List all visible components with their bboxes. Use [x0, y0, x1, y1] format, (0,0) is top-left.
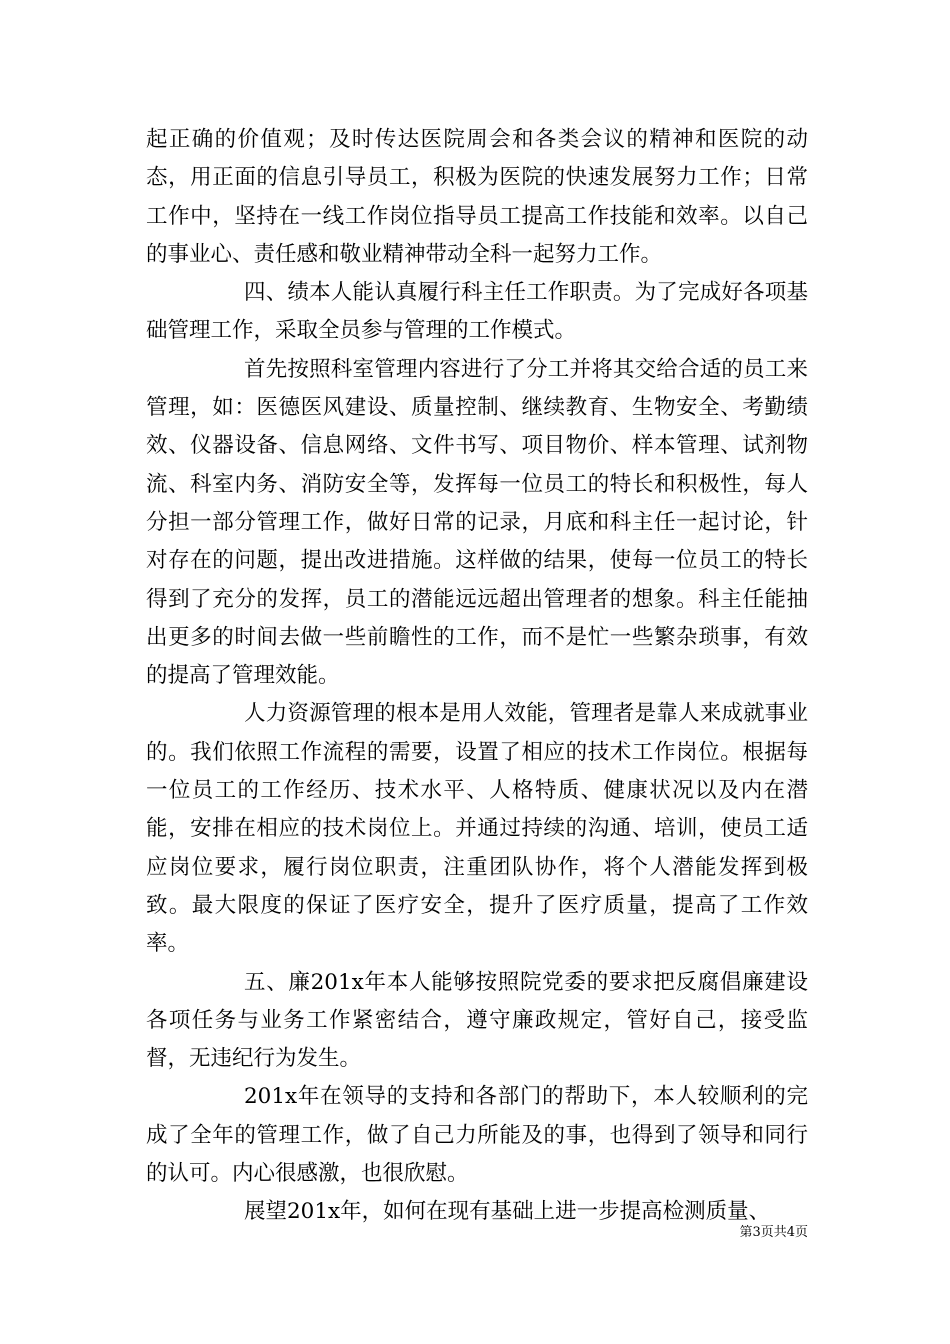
paragraph-annual-summary: 201x年在领导的支持和各部门的帮助下，本人较顺利的完成了全年的管理工作，做了自己力所能及的事，也得到了领导和同行的认可。内心很感激，也很欣慰。	[146, 1084, 808, 1187]
paragraph-outlook: 展望201x年，如何在现有基础上进一步提高检测质量、	[244, 1199, 771, 1225]
paragraph-human-resources: 人力资源管理的根本是用人效能，管理者是靠人来成就事业的。我们依照工作流程的需要，设置了相应的技术工作岗位。根据每一位员工的工作经历、技术水平、人格特质、健康状况以及内在潜能，安排在相应的技术岗位上。并通过持续的沟通、培训，使员工适应岗位要求，履行岗位职责，注重团队协作，将个人潜能发挥到极致。最大限度的保证了医疗安全，提升了医疗质量，提高了工作效率。	[146, 701, 808, 957]
page-number: 第3页共4页	[739, 1225, 808, 1240]
paragraph-values-continuation: 起正确的价值观；及时传达医院周会和各类会议的精神和医院的动态，用正面的信息引导员工，积极为医院的快速发展努力工作；日常工作中，坚持在一线工作岗位指导员工提高工作技能和效率。以自己的事业心、责任感和敬业精神带动全科一起努力工作。	[146, 127, 808, 267]
paragraph-division-of-labor: 首先按照科室管理内容进行了分工并将其交给合适的员工来管理，如：医德医风建设、质量控制、继续教育、生物安全、考勤绩效、仪器设备、信息网络、文件书写、项目物价、样本管理、试剂物流、科室内务、消防安全等，发挥每一位员工的特长和积极性，每人分担一部分管理工作，做好日常的记录，月底和科主任一起讨论，针对存在的问题，提出改进措施。这样做的结果，使每一位员工的特长得到了充分的发挥，员工的潜能远远超出管理者的想象。科主任能抽出更多的时间去做一些前瞻性的工作，而不是忙一些繁杂琐事，有效的提高了管理效能。	[146, 356, 808, 689]
document-body	[146, 121, 808, 1232]
paragraph-section-five: 五、廉201x年本人能够按照院党委的要求把反腐倡廉建设各项任务与业务工作紧密结合，遵守廉政规定，管好自己，接受监督，无违纪行为发生。	[146, 969, 808, 1072]
paragraph-section-four: 四、绩本人能认真履行科主任工作职责。为了完成好各项基础管理工作，采取全员参与管理的工作模式。	[146, 280, 808, 344]
